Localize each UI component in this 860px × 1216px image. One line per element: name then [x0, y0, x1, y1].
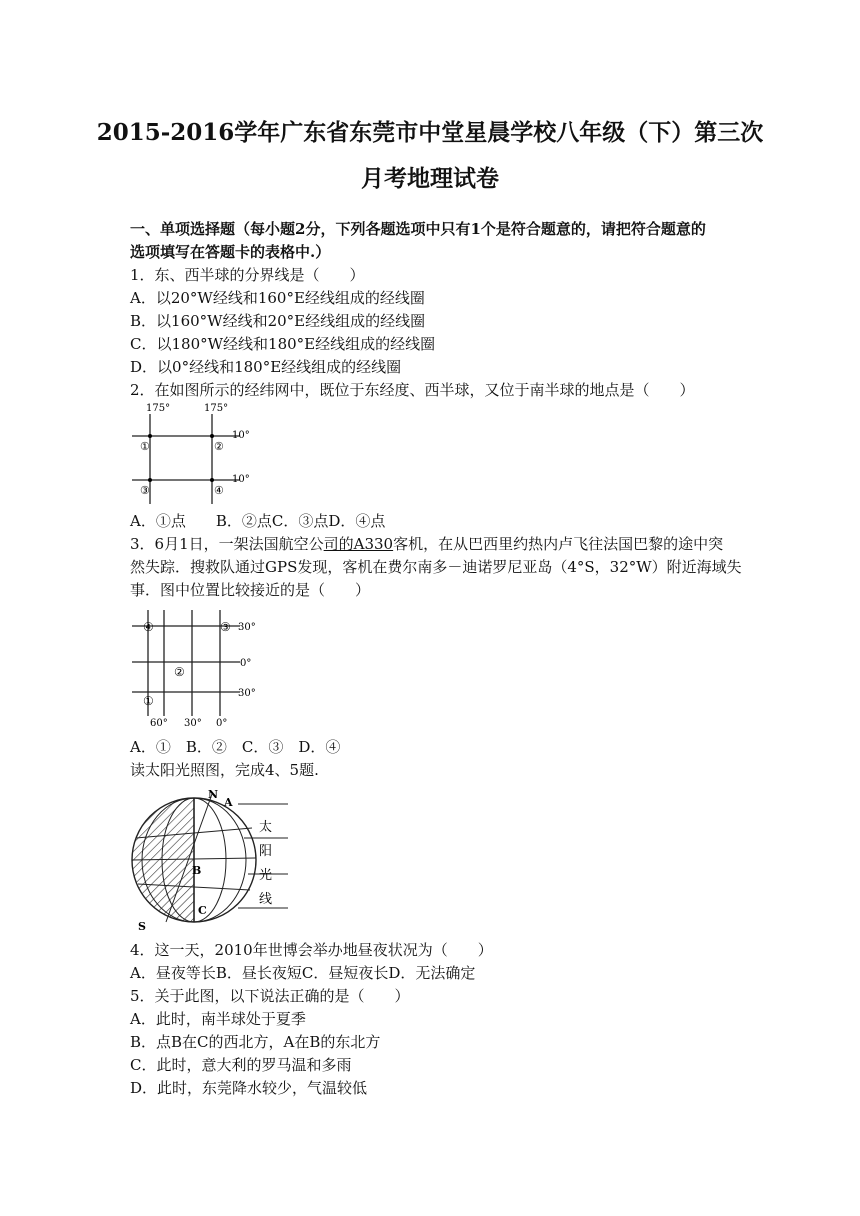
sunlight-globe-figure — [126, 782, 296, 932]
page-title-line2: 月考地理试卷 — [361, 165, 499, 192]
q2-lon-left-label: 175° — [146, 403, 171, 414]
q2-marker-2: ② — [214, 440, 224, 453]
q3-text-b: 客机，在从巴西里约热内卢飞往法国巴黎的途中突 — [393, 535, 724, 553]
q3-marker-2: ② — [174, 665, 185, 679]
q3-options: A．① B．② C．③ D．④ — [130, 738, 341, 756]
q3-lat-bottom-label: 30° — [238, 688, 256, 699]
q3-lat-mid-label: 0° — [240, 658, 252, 669]
q2-grid-figure — [128, 400, 263, 508]
q3-text-a: 3．6月1日，一架法国航空公 — [130, 535, 324, 553]
q3-grid-figure — [128, 606, 268, 730]
q2-lat-bottom-label: 10° — [232, 474, 250, 485]
globe-point-c-label: C — [198, 904, 207, 917]
q2-options: A．①点 B．②点C．③点D．④点 — [130, 512, 386, 530]
q2-marker-3: ③ — [140, 484, 150, 497]
section-heading-line2: 选项填写在答题卡的表格中.） — [130, 243, 331, 261]
sunlight-label-1: 太 — [259, 820, 273, 835]
q1-option-a: A．以20°W经线和160°E经线组成的经线圈 — [130, 289, 425, 307]
globe-point-a-label: A — [224, 796, 233, 809]
q3-lon-60-label: 60° — [150, 718, 168, 729]
sunlight-label-3: 光 — [259, 868, 273, 883]
globe-south-label: S — [138, 920, 146, 932]
q2-lat-top-label: 10° — [232, 430, 250, 441]
q4-options: A．昼夜等长B．昼长夜短C．昼短夜长D．无法确定 — [130, 964, 476, 982]
q1-option-d: D．以0°经线和180°E经线组成的经线圈 — [130, 358, 402, 376]
q5-option-d: D．此时，东莞降水较少，气温较低 — [130, 1079, 368, 1097]
reading-instruction: 读太阳光照图，完成4、5题. — [130, 761, 319, 779]
sunlight-label-2: 阳 — [259, 844, 273, 859]
q5-option-c: C．此时，意大利的罗马温和多雨 — [130, 1056, 352, 1074]
q3-marker-3: ③ — [220, 620, 231, 634]
q3-stem-line2: 然失踪．搜救队通过GPS发现，客机在费尔南多－迪诺罗尼亚岛（4°S，32°W）附近海域失 — [130, 558, 742, 576]
q2-stem: 2．在如图所示的经纬网中，既位于东经度、西半球，又位于南半球的地点是（ ） — [130, 381, 695, 399]
q5-option-a: A．此时，南半球处于夏季 — [130, 1010, 306, 1028]
q3-marker-4: ④ — [143, 620, 154, 634]
q3-lon-0-label: 0° — [216, 718, 228, 729]
q3-lat-top-label: 30° — [238, 622, 256, 633]
globe-north-label: N — [208, 788, 219, 801]
q4-stem: 4．这一天，2010年世博会举办地昼夜状况为（ ） — [130, 941, 493, 959]
q1-option-c: C．以180°W经线和180°E经线组成的经线圈 — [130, 335, 436, 353]
q3-lon-30-label: 30° — [184, 718, 202, 729]
section-heading-line1: 一、单项选择题（每小题2分，下列各题选项中只有1个是符合题意的，请把符合题意的 — [130, 220, 706, 238]
q3-stem-line1 — [130, 534, 723, 554]
q2-lon-right-label: 175° — [204, 403, 229, 414]
q1-option-b: B．以160°W经线和20°E经线组成的经线圈 — [130, 312, 426, 330]
q3-stem-line3: 事．图中位置比较接近的是（ ） — [130, 581, 371, 599]
globe-point-b-label: B — [192, 864, 202, 877]
q2-marker-4: ④ — [214, 484, 224, 497]
q3-marker-1: ① — [143, 694, 154, 708]
q1-stem: 1．东、西半球的分界线是（ ） — [130, 266, 365, 284]
q3-underlined-text: 司的A330 — [323, 535, 394, 553]
sunlight-label-4: 线 — [259, 892, 273, 907]
q5-option-b: B．点B在C的西北方，A在B的东北方 — [130, 1033, 381, 1051]
q2-marker-1: ① — [140, 440, 150, 453]
q5-stem: 5．关于此图，以下说法正确的是（ ） — [130, 987, 410, 1005]
page-title-line1: 2015-2016学年广东省东莞市中堂星晨学校八年级（下）第三次 — [96, 119, 764, 146]
